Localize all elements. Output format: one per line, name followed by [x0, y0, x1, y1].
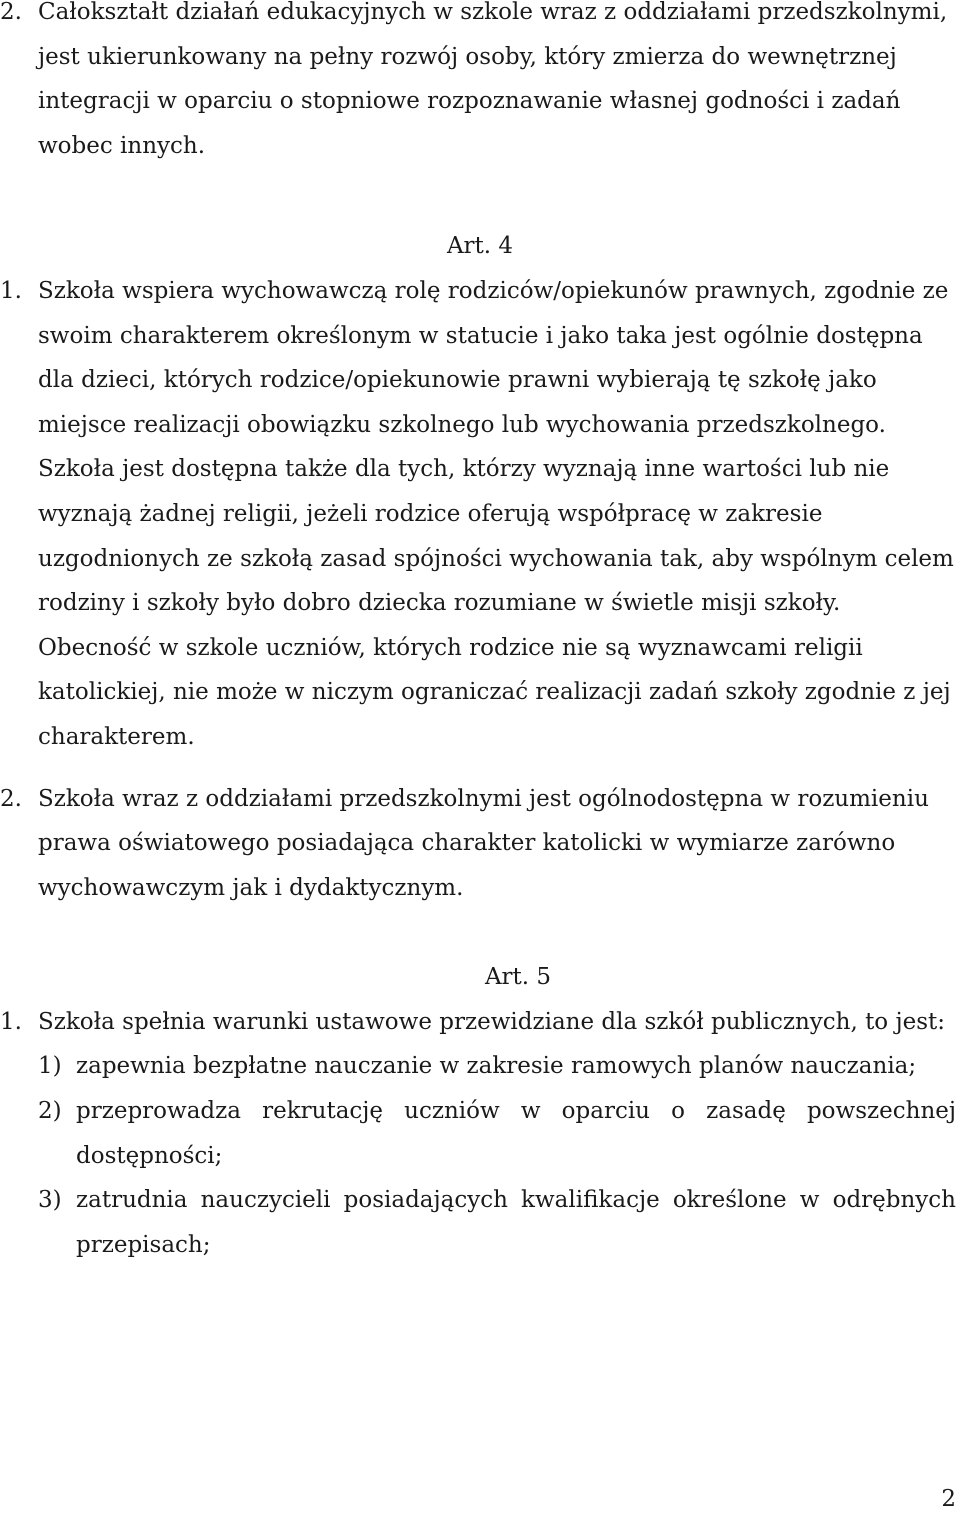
list-item-number: 1) — [38, 1053, 62, 1080]
paragraph — [0, 626, 960, 760]
paragraph-text: Szkoła spełnia warunki ustawowe przewidziane dla szkół publicznych, to jest: — [38, 1008, 946, 1035]
list-item — [0, 1044, 960, 1089]
paragraph — [0, 447, 960, 625]
paragraph — [0, 777, 960, 911]
paragraph-text: Obecność w szkole uczniów, których rodzice nie są wyznawcami religii katolickiej, nie może w niczym ograniczać realizacji zadań szkoły zgodnie z jej charakterem. — [38, 634, 951, 750]
list-item-text: zapewnia bezpłatne nauczanie w zakresie ramowych planów nauczania; — [76, 1053, 917, 1080]
paragraph — [0, 269, 960, 447]
list-item-number: 3) — [38, 1187, 62, 1214]
paragraph-text: Szkoła wspiera wychowawczą rolę rodziców/opiekunów prawnych, zgodnie ze swoim charakterem określonym w statucie i jako taka jest ogólnie dostępna dla dzieci, których rodzice/opiekunowie prawni wybierają tę szkołę jako miejsce realizacji obowiązku szkolnego lub wychowania przedszkolnego. — [38, 277, 949, 438]
paragraph-number: 1. — [0, 1008, 22, 1035]
list-item-text: przeprowadza rekrutację uczniów w oparciu o zasadę powszechnej dostępności; — [76, 1098, 956, 1169]
paragraph-text: Szkoła jest dostępna także dla tych, którzy wyznają inne wartości lub nie wyznają żadnej religii, jeżeli rodzice oferują współpracę w zakresie uzgodnionych ze szkołą zasad spójności wychowania tak, aby wspólnym celem rodziny i szkoły było dobro dziecka rozumiane w świetle misji szkoły. — [38, 456, 954, 617]
paragraph-number: 1. — [0, 277, 22, 304]
page-number: 2 — [941, 1486, 956, 1512]
paragraph-text: Całokształt działań edukacyjnych w szkole wraz z oddziałami przedszkolnymi, jest ukierunkowany na pełny rozwój osoby, który zmierza do wewnętrznej integracji w oparciu o stopniowe rozpoznawanie własnej godności i zadań wobec innych. — [38, 0, 948, 159]
article-heading: Art. 5 — [484, 964, 552, 991]
list-item — [0, 1178, 960, 1267]
list-item-text: zatrudnia nauczycieli posiadających kwalifikacje określone w odrębnych przepisach; — [76, 1187, 956, 1258]
list-item-number: 2) — [38, 1098, 62, 1125]
list-item — [0, 1089, 960, 1178]
paragraph-number: 2. — [0, 0, 22, 25]
paragraph — [0, 1000, 960, 1045]
article-heading: Art. 4 — [446, 233, 514, 260]
paragraph-text: Szkoła wraz z oddziałami przedszkolnymi jest ogólnodostępna w rozumieniu prawa oświatowego posiadająca charakter katolicki w wymiarze zarówno wychowawczym jak i dydaktycznym. — [38, 785, 929, 901]
paragraph — [0, 0, 960, 168]
paragraph-number: 2. — [0, 785, 22, 812]
